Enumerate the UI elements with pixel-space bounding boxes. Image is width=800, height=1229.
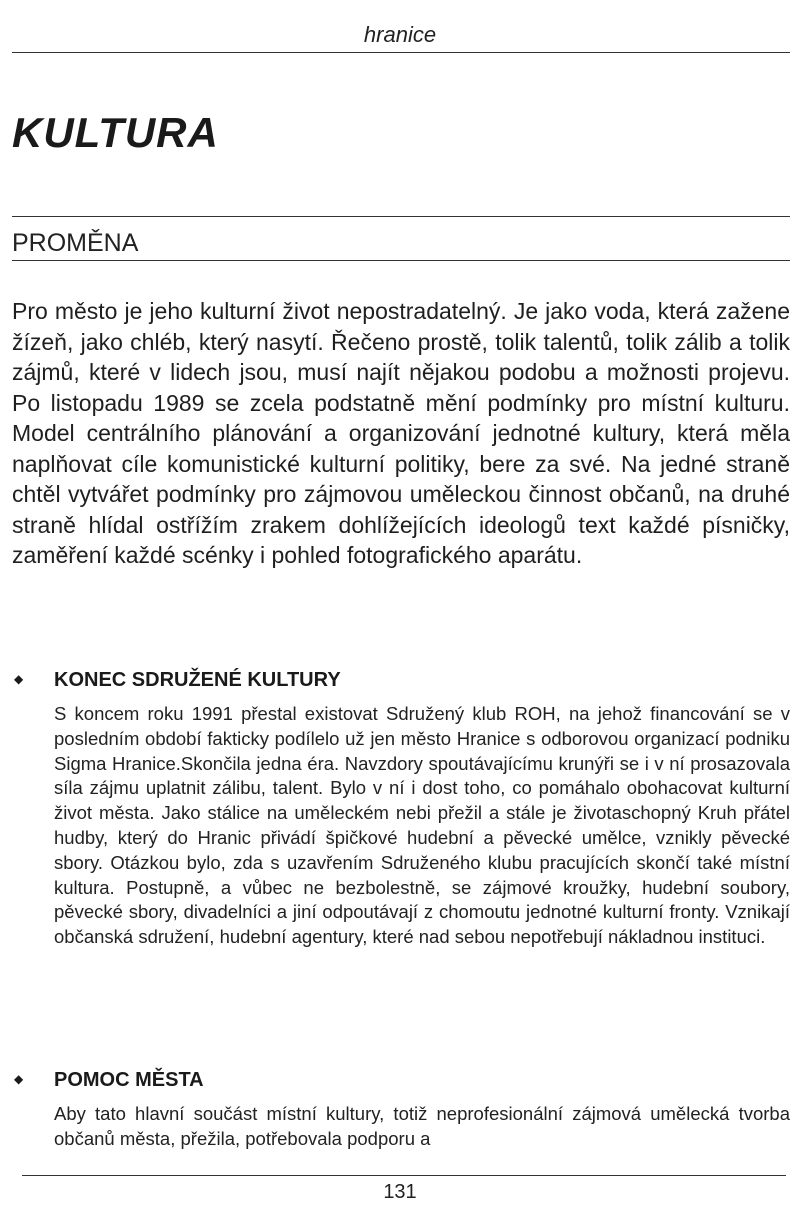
subsection-heading [14, 1068, 204, 1093]
header-rule [12, 52, 790, 53]
section-rule-top [12, 216, 790, 217]
subsection-paragraph: Aby tato hlavní součást místní kultury, totiž neprofesionální zájmová umělecká tvorba občanů města, přežila, potřebovala podporu a [54, 1103, 790, 1149]
chapter-title: KULTURA [12, 109, 219, 156]
running-header: hranice [363, 22, 437, 47]
subsection-title: POMOC MĚSTA [54, 1069, 204, 1091]
subsection-paragraph: S koncem roku 1991 přestal existovat Sdružený klub ROH, na jehož financování se v posledním období fakticky podílelo už jen město Hranice s odborovou organizací podniku Sigma Hranice.Skončila jedna éra. Navzdory spoutávajícímu krunýři se i v ní prosazovala síla zájmu uplatnit zálibu, talent. Bylo v ní i dost toho, co pomáhalo obohacovat kulturní život města. Jako stálice na uměleckém nebi přežil a stále je životaschopný Kruh přátel hudby, který do Hranic přivádí špičkové hudební a pěvecké umělce, vznikly pěvecké sbory. Otázkou bylo, zda s uzavřením Sdruženého klubu pracujících skončí také místní kultura. Postupně, a vůbec ne bezbolestně, se zájmové kroužky, hudební soubory, pěvecké sbory, divadelníci a jiní odpoutávají z chomoutu jednotné kulturní fronty. Vznikají občanská sdružení, hudební agentury, které nad sebou nepotřebují nákladnou instituci. [54, 703, 790, 948]
section-title: PROMĚNA [12, 229, 139, 257]
subsection-title: KONEC SDRUŽENÉ KULTURY [54, 669, 341, 691]
footer-rule [22, 1175, 786, 1176]
intro-paragraph: Pro město je jeho kulturní život nepostradatelný. Je jako voda, která zažene žízeň, jako chléb, který nasytí. Řečeno prostě, tolik talentů, tolik zálib a tolik zájmů, které v lidech jsou, musí najít nějakou podobu a možnosti projevu. Po listopadu 1989 se zcela podstatně mění podmínky pro místní kulturu. Model centrálního plánování a organizování jednotné kultury, která měla naplňovat cíle komunistické kulturní politiky, bere za své. Na jedné straně chtěl vytvářet podmínky pro zájmovou uměleckou činnost občanů, na druhé straně hlídal ostřížím zrakem dohlížejících ideologů text každé písničky, zaměření každé scénky i pohled fotografického aparátu. [12, 298, 790, 568]
diamond-bullet-icon: ◆ [14, 671, 24, 686]
section-rule-bottom [12, 260, 790, 261]
diamond-bullet-icon: ◆ [14, 1071, 24, 1086]
subsection-heading [14, 668, 341, 693]
page-number: 131 [383, 1181, 417, 1203]
